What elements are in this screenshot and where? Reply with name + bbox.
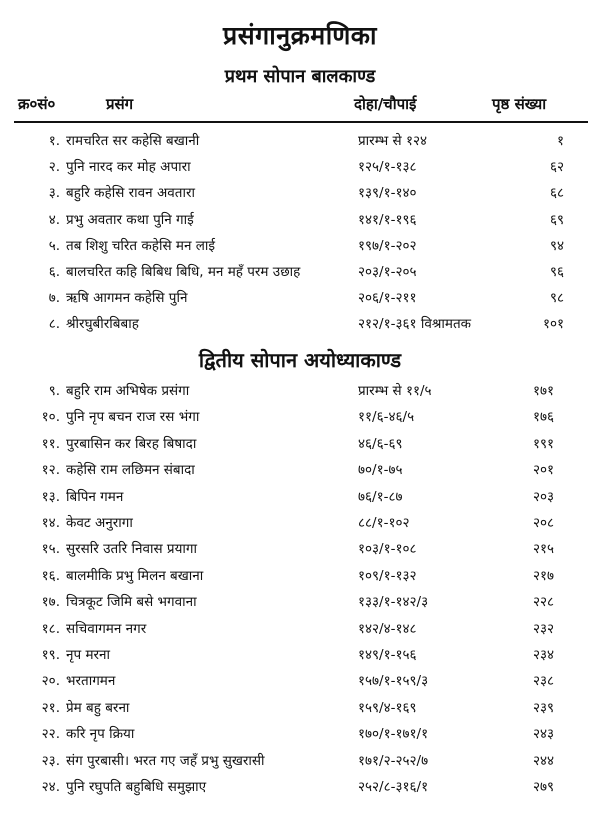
table-row — [0, 619, 600, 644]
table-row — [0, 777, 600, 802]
doha-cell: १०९/१-१३२ — [358, 567, 417, 584]
table-row — [0, 539, 600, 564]
serial-cell: ११. — [41, 435, 60, 452]
table-row — [0, 487, 600, 512]
doha-cell: ८८/१-१०२ — [358, 515, 410, 531]
page-cell: २३४ — [532, 647, 554, 663]
doha-cell: १९७/१-२०२ — [358, 237, 417, 254]
serial-cell: १८. — [41, 620, 60, 637]
serial-cell: १३. — [41, 488, 60, 505]
header-episode: प्रसंग — [106, 95, 134, 113]
doha-cell: २१२/१-३६१ विश्रामतक — [358, 316, 472, 333]
doha-cell: १०३/१-१०८ — [358, 541, 417, 558]
serial-cell: ७. — [48, 290, 60, 307]
serial-cell: ५. — [48, 237, 60, 254]
page-cell: ६९ — [549, 211, 564, 228]
table-row — [0, 314, 600, 339]
episode-cell: पुरबासिन कर बिरह बिषादा — [66, 435, 197, 452]
episode-cell: पुनि नृप बचन राज रस भंगा — [66, 409, 200, 426]
header-divider — [14, 121, 588, 123]
doha-cell: १२५/१-१३८ — [358, 159, 417, 176]
table-row — [0, 592, 600, 617]
page-cell: ९८ — [549, 290, 564, 307]
serial-cell: १०. — [41, 409, 60, 426]
serial-cell: १४. — [41, 515, 60, 531]
serial-cell: ८. — [48, 316, 60, 333]
page-cell: २४४ — [532, 752, 554, 769]
episode-cell: बहुरि राम अभिषेक प्रसंगा — [66, 383, 190, 399]
table-row — [0, 751, 600, 776]
serial-cell: २०. — [41, 673, 60, 690]
episode-cell: बहुरि कहेसि रावन अवतारा — [66, 185, 195, 202]
page-cell: १७६ — [532, 409, 554, 426]
episode-cell: प्रेम बहु बरना — [66, 699, 130, 716]
episode-cell: केवट अनुरागा — [66, 515, 133, 531]
serial-cell: ३. — [48, 185, 60, 202]
serial-cell: २. — [48, 159, 60, 176]
page-cell: १ — [556, 133, 564, 149]
doha-cell: १५९/४-१६९ — [358, 699, 417, 716]
page-cell: १९१ — [532, 435, 554, 452]
page-cell: २३२ — [532, 620, 554, 637]
page-cell: १७१ — [532, 383, 554, 399]
table-row — [0, 698, 600, 723]
episode-cell: रामचरित सर कहेसि बखानी — [66, 133, 200, 149]
doha-cell: १७१/२-२५२/७ — [358, 752, 429, 769]
table-row — [0, 157, 600, 182]
table-row — [0, 671, 600, 696]
page-cell: ९६ — [549, 264, 564, 280]
page-cell: १०१ — [542, 316, 564, 333]
doha-cell: १३९/१-१४० — [358, 185, 417, 202]
table-row — [0, 236, 600, 261]
page-cell: २०१ — [532, 462, 554, 479]
page-cell: २७९ — [532, 779, 554, 795]
serial-cell: १५. — [41, 541, 60, 558]
doha-cell: ४६/६-६९ — [358, 435, 403, 452]
doha-cell: ७६/१-८७ — [358, 488, 403, 505]
serial-cell: २३. — [41, 752, 60, 769]
serial-cell: ४. — [48, 211, 60, 228]
page-cell: ९४ — [549, 237, 564, 254]
episode-cell: श्रीरघुबीरबिबाह — [66, 316, 139, 333]
doha-cell: १७०/१-१७१/१ — [358, 726, 429, 743]
doha-cell: ११/६-४६/५ — [358, 409, 415, 426]
episode-cell: कहेसि राम लछिमन संबादा — [66, 462, 195, 479]
header-doha: दोहा/चौपाई — [354, 95, 417, 113]
section-heading-balkand: प्रथम सोपान बालकाण्ड — [224, 66, 376, 87]
table-row — [0, 513, 600, 538]
header-serial: क्र०सं० — [18, 95, 56, 113]
table-row — [0, 381, 600, 406]
episode-cell: संग पुरबासी। भरत गए जहँ प्रभु सुखरासी — [66, 752, 265, 769]
table-row — [0, 262, 600, 287]
serial-cell: २१. — [41, 699, 60, 716]
serial-cell: २२. — [41, 726, 60, 743]
table-header — [14, 94, 588, 118]
table-row — [0, 183, 600, 208]
serial-cell: ९. — [48, 383, 60, 399]
episode-cell: पुनि नारद कर मोह अपारा — [66, 159, 191, 176]
table-row — [0, 566, 600, 591]
serial-cell: १७. — [41, 594, 60, 611]
table-row — [0, 288, 600, 313]
episode-cell: ऋषि आगमन कहेसि पुनि — [66, 290, 188, 307]
episode-cell: भरतागमन — [66, 673, 116, 690]
table-row — [0, 210, 600, 235]
episode-cell: बालमीकि प्रभु मिलन बखाना — [66, 567, 204, 584]
doha-cell: प्रारम्भ से १२४ — [358, 133, 428, 149]
page-cell: ६२ — [549, 159, 564, 176]
table-row — [0, 434, 600, 459]
table-row — [0, 131, 600, 156]
episode-cell: करि नृप क्रिया — [66, 726, 135, 743]
serial-cell: ६. — [48, 264, 60, 280]
doha-cell: ७०/१-७५ — [358, 462, 403, 479]
serial-cell: १६. — [41, 567, 60, 584]
page-cell: २२८ — [532, 594, 554, 611]
table-row — [0, 645, 600, 670]
page-title: प्रसंगानुक्रमणिका — [223, 21, 377, 50]
header-page: पृष्ठ संख्या — [492, 95, 547, 113]
doha-cell: १४९/१-१५६ — [358, 647, 417, 663]
table-row — [0, 407, 600, 432]
page-cell: २०८ — [532, 515, 554, 531]
page-cell: २०३ — [532, 488, 554, 505]
page-cell: २४३ — [532, 726, 554, 743]
page-cell: २१५ — [532, 541, 554, 558]
serial-cell: १२. — [41, 462, 60, 479]
page-cell: २३९ — [532, 699, 554, 716]
episode-cell: नृप मरना — [66, 647, 111, 663]
doha-cell: १५७/१-१५९/३ — [358, 673, 429, 690]
doha-cell: १३३/१-१४२/३ — [358, 594, 429, 611]
doha-cell: प्रारम्भ से ११/५ — [358, 383, 432, 399]
episode-cell: प्रभु अवतार कथा पुनि गाई — [66, 211, 194, 228]
episode-cell: तब शिशु चरित कहेसि मन लाई — [66, 237, 216, 254]
episode-cell: बिपिन गमन — [66, 488, 124, 505]
episode-cell: पुनि रघुपति बहुबिधि समुझाए — [66, 779, 207, 795]
section-heading-ayodhyakand: द्वितीय सोपान अयोध्याकाण्ड — [198, 348, 402, 372]
doha-cell: १४१/१-१९६ — [358, 211, 417, 228]
serial-cell: १. — [48, 133, 60, 149]
table-row — [0, 460, 600, 485]
doha-cell: १४२/४-१४८ — [358, 620, 417, 637]
episode-cell: बालचरित कहि बिबिध बिधि, मन महँ परम उछाह — [66, 264, 301, 280]
episode-cell: चित्रकूट जिमि बसे भगवाना — [66, 594, 197, 611]
page-cell: २३८ — [532, 673, 554, 690]
doha-cell: २५२/८-३१६/१ — [358, 779, 429, 795]
serial-cell: १९. — [41, 647, 60, 663]
doha-cell: २०३/१-२०५ — [358, 264, 417, 280]
episode-cell: सुरसरि उतरि निवास प्रयागा — [66, 541, 197, 558]
page-cell: २१७ — [532, 567, 554, 584]
table-row — [0, 724, 600, 749]
episode-cell: सचिवागमन नगर — [66, 620, 147, 637]
page-cell: ६८ — [549, 185, 564, 202]
doha-cell: २०६/१-२११ — [358, 290, 417, 307]
serial-cell: २४. — [41, 779, 60, 795]
